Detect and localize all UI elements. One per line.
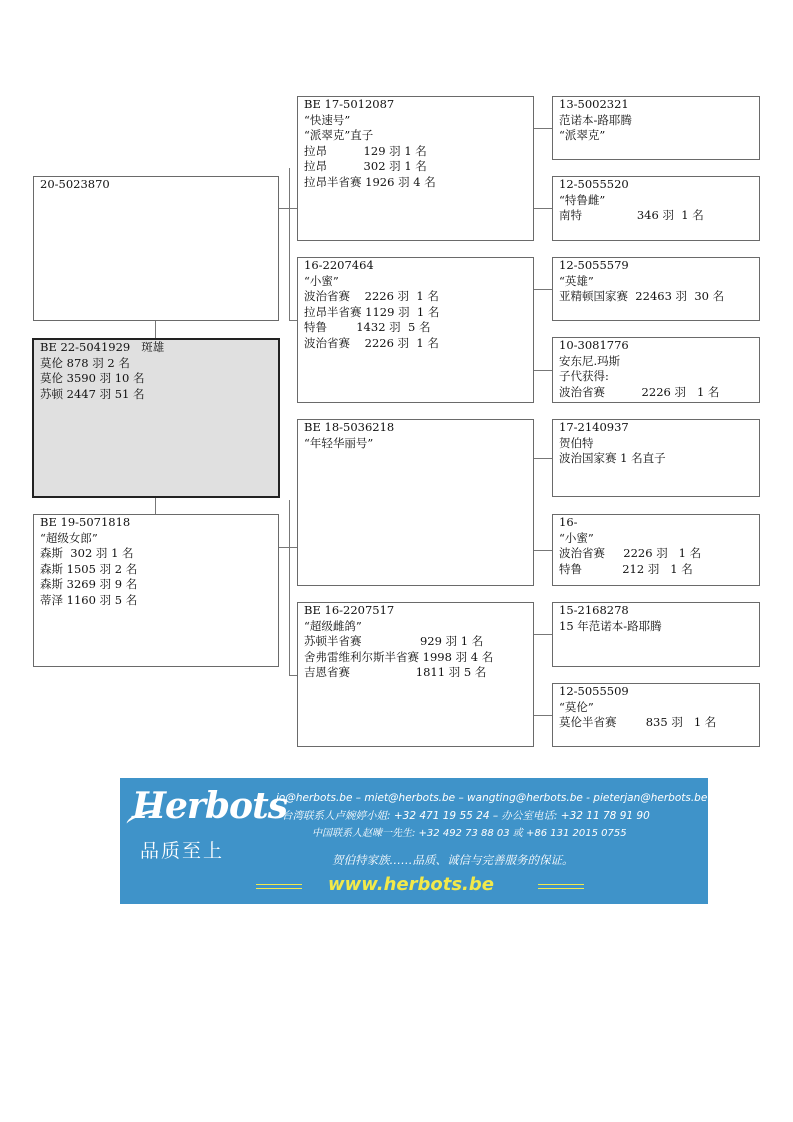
pedigree-subject	[32, 338, 280, 498]
pedigree-dam-dam	[297, 602, 534, 747]
banner-rule-right	[538, 884, 584, 889]
pedigree-line: 亚精顿国家赛 22463 羽 30 名	[559, 289, 725, 304]
pedigree-line: 12-5055579	[559, 258, 629, 272]
pedigree-line: BE 19-5071818	[40, 515, 131, 529]
pedigree-sire-dam	[297, 257, 534, 403]
pedigree-line: “英雄”	[559, 273, 594, 288]
pedigree-line: 12-5055509	[559, 684, 629, 698]
pedigree-line: 拉昂 302 羽 1 名	[304, 159, 427, 174]
pedigree-line: “超级女郎”	[40, 530, 98, 545]
pedigree-line: 森斯 302 羽 1 名	[40, 546, 134, 561]
banner-contact-tw: 台湾联系人卢婉婷小姐: +32 471 19 55 24 – 办公室电话: +32 11 78 91 90	[282, 810, 650, 822]
connector-subject-dam	[155, 498, 156, 514]
pedigree-dsd	[552, 514, 760, 586]
pedigree-line: 莫伦半省赛 835 羽 1 名	[559, 715, 717, 730]
pedigree-line: 16-	[559, 515, 578, 529]
connector-dd-ddd	[534, 715, 552, 716]
pedigree-line: BE 17-5012087	[304, 97, 395, 111]
pedigree-dam	[33, 514, 279, 667]
pedigree-dam-sire	[297, 419, 534, 586]
pedigree-line: “莫伦”	[559, 699, 594, 714]
herbots-logo: Herbots	[132, 785, 287, 827]
pedigree-line: 贺伯特	[559, 435, 594, 450]
connector-ds-dsd	[534, 550, 552, 551]
pedigree-line: 20-5023870	[40, 177, 110, 191]
connector-dam-dd	[289, 675, 297, 676]
pedigree-line: “特鲁雌”	[559, 192, 606, 207]
pedigree-line: “小蜜”	[559, 530, 594, 545]
pedigree-line: “快速号”	[304, 112, 351, 127]
pedigree-line: 拉昂 129 羽 1 名	[304, 143, 427, 158]
banner-slogan: 品质至上	[140, 840, 225, 862]
connector-sire-subject	[155, 321, 156, 338]
pedigree-line: 子代获得:	[559, 369, 609, 384]
pedigree-line: 15 年范诺本-路耶腾	[559, 618, 662, 633]
pedigree-line: 波治省赛 2226 羽 1 名	[559, 384, 720, 399]
pedigree-dds	[552, 602, 760, 667]
pedigree-line: 苏顿 2447 羽 51 名	[40, 386, 145, 401]
connector-sire-ss	[279, 208, 297, 209]
pedigree-line: BE 16-2207517	[304, 603, 395, 617]
banner-tagline: 贺伯特家族……品质、诚信与完善服务的保证。	[332, 853, 574, 867]
pedigree-line: 舍弗雷维利尔斯半省赛 1998 羽 4 名	[304, 649, 494, 664]
connector-dd-dds	[534, 634, 552, 635]
pedigree-sss	[552, 96, 760, 160]
connector-sire-vertical	[289, 168, 290, 320]
connector-dam-vertical	[289, 500, 290, 675]
pedigree-ddd	[552, 683, 760, 747]
pedigree-line: 莫伦 878 羽 2 名	[40, 355, 130, 370]
pedigree-line: BE 18-5036218	[304, 420, 395, 434]
pedigree-line: 特鲁 1432 羽 5 名	[304, 320, 431, 335]
connector-dam-ds	[279, 547, 297, 548]
connector-ss-ssd	[534, 208, 552, 209]
pedigree-sire	[33, 176, 279, 321]
connector-sd-sds	[534, 289, 552, 290]
pedigree-line: “派翠克”	[559, 128, 606, 143]
pedigree-line: 12-5055520	[559, 177, 629, 191]
pedigree-line: 波治省赛 2226 羽 1 名	[559, 546, 702, 561]
pedigree-line: 10-3081776	[559, 338, 629, 352]
banner-contact-cn: 中国联系人赵暕一先生: +32 492 73 88 03 或 +86 131 2015 0755	[312, 828, 627, 839]
herbots-banner	[120, 778, 708, 904]
pedigree-line: 波治省赛 2226 羽 1 名	[304, 289, 439, 304]
pedigree-line: 范诺本-路耶腾	[559, 112, 632, 127]
pedigree-line: 森斯 1505 羽 2 名	[40, 561, 138, 576]
pedigree-line: 吉恩省赛 1811 羽 5 名	[304, 665, 487, 680]
pedigree-line: 苏顿半省赛 929 羽 1 名	[304, 634, 484, 649]
pedigree-sdd	[552, 337, 760, 403]
connector-sire-sd	[289, 320, 297, 321]
pedigree-line: 安东尼.玛斯	[559, 353, 621, 368]
pedigree-line: 蒂泽 1160 羽 5 名	[40, 592, 138, 607]
banner-emails[interactable]: jo@herbots.be – miet@herbots.be – wangting@herbots.be - pieterjan@herbots.be	[276, 792, 708, 804]
pedigree-line: “超级雌鸽”	[304, 618, 362, 633]
pedigree-line: 森斯 3269 羽 9 名	[40, 577, 138, 592]
pedigree-line: 13-5002321	[559, 97, 629, 111]
pedigree-line: 15-2168278	[559, 603, 629, 617]
banner-url[interactable]: www.herbots.be	[328, 874, 494, 895]
pedigree-line: “年轻华丽号”	[304, 435, 374, 450]
pedigree-line: 17-2140937	[559, 420, 629, 434]
pedigree-line: 拉昂半省赛 1129 羽 1 名	[304, 304, 440, 319]
connector-ds-dss	[534, 458, 552, 459]
pedigree-line: 莫伦 3590 羽 10 名	[40, 371, 145, 386]
banner-rule-left	[256, 884, 302, 889]
pedigree-line: 波治国家赛 1 名直子	[559, 451, 666, 466]
pedigree-sire-sire	[297, 96, 534, 241]
pedigree-line: 特鲁 212 羽 1 名	[559, 561, 693, 576]
pedigree-line: 16-2207464	[304, 258, 374, 272]
connector-sd-sdd	[534, 370, 552, 371]
pedigree-line: “派翠克”直子	[304, 128, 374, 143]
pedigree-line: “小蜜”	[304, 273, 339, 288]
connector-ss-sss	[534, 128, 552, 129]
pedigree-line: 南特 346 羽 1 名	[559, 208, 704, 223]
pedigree-line: 拉昂半省赛 1926 羽 4 名	[304, 174, 436, 189]
pedigree-dss	[552, 419, 760, 497]
pedigree-line: 波治省赛 2226 羽 1 名	[304, 335, 439, 350]
pedigree-line: BE 22-5041929 斑雄	[40, 340, 165, 354]
pedigree-sds	[552, 257, 760, 321]
pedigree-ssd	[552, 176, 760, 241]
